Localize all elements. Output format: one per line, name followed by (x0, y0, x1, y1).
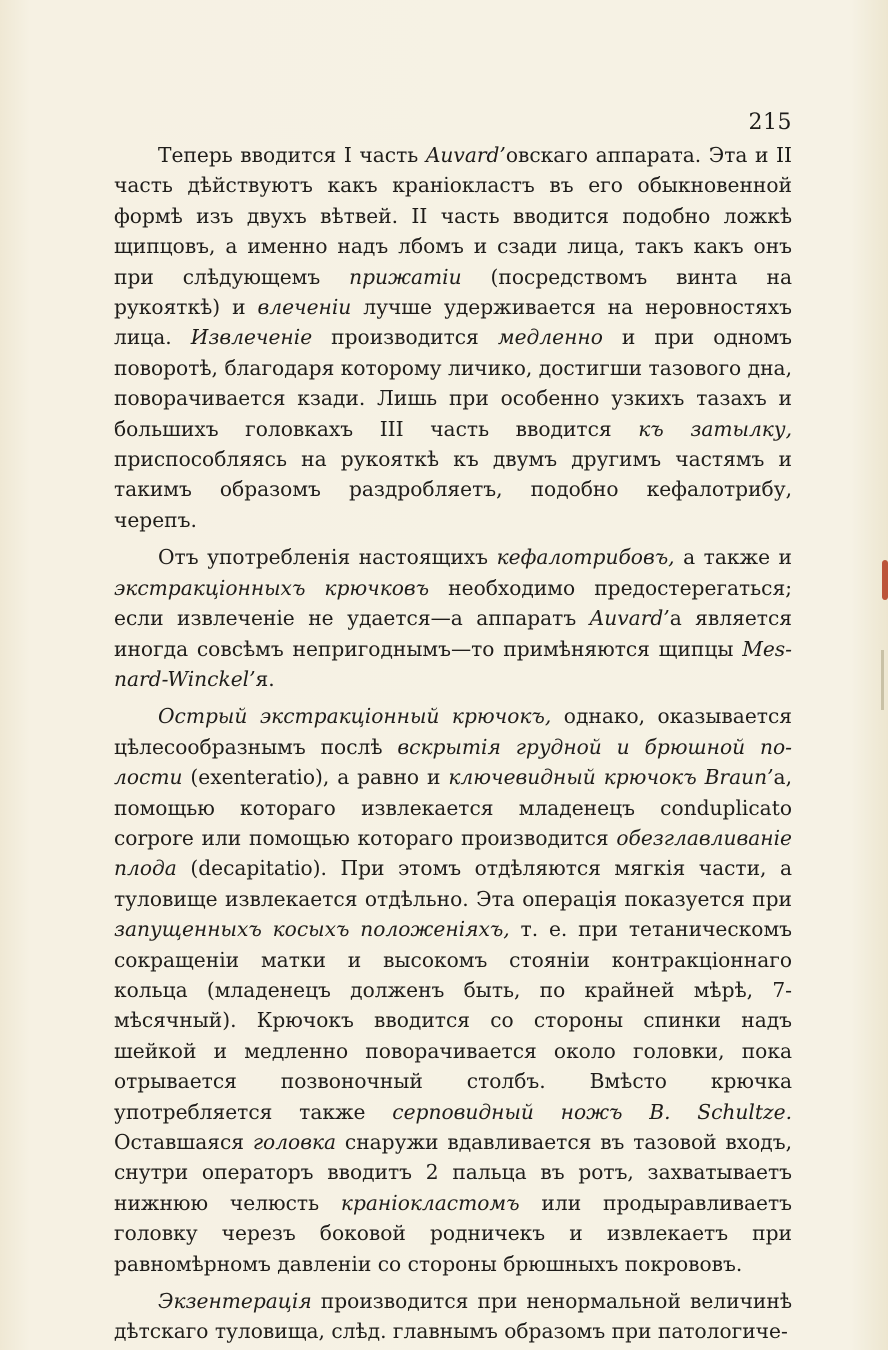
italic-run: медленно (497, 325, 603, 350)
page-number: 215 (748, 110, 792, 135)
paragraph-4 (114, 1286, 792, 1347)
text-run: однако, оказывается цѣлесообразнымъ послѣ (114, 704, 792, 759)
margin-pencil-mark (881, 650, 884, 710)
text-run: необходимо предостерегаться; если извлеченіе не удается—а аппаратъ (114, 575, 793, 631)
text-run: т. е. при тетаническомъ сокращеніи матки и высокомъ стояніи контракціоннаго кольца (младенецъ долженъ быть, по крайней мѣрѣ, 7-мѣсячный). Крючокъ вводится со стороны спинки надъ шейкой и медленно поворачивается около головки, пока отрывается позвоночный столбъ. Вмѣсто крючка употребляется также (114, 917, 792, 1124)
text-run: производится (312, 325, 498, 350)
text-run: и при одномъ поворотѣ, благодаря которому личико, достигши тазового дна, поворачивается кзади. Лишь при особенно узкихъ тазахъ и большихъ головкахъ III часть вводится (114, 325, 792, 441)
body-text (114, 140, 792, 1347)
paragraph-3 (114, 701, 792, 1279)
italic-run: прижатіи (349, 264, 462, 289)
italic-run: серповидный ножъ B. Schultze. (392, 1099, 792, 1124)
italic-run: экстракціонныхъ крючковъ (114, 575, 430, 600)
text-run: приспособляясь на рукояткѣ къ двумъ другимъ частямъ и такимъ образомъ раздробляетъ, подобно кефалотрибу, черепъ. (114, 447, 792, 532)
text-run: Теперь вводится I часть (158, 143, 426, 167)
italic-run: запущенныхъ косыхъ положеніяхъ, (114, 917, 510, 942)
text-run: (посредствомъ винта на рукояткѣ) и (114, 264, 792, 320)
italic-run: головка (252, 1130, 337, 1154)
paragraph-2 (114, 542, 792, 694)
italic-run: влеченіи (257, 295, 352, 320)
text-run: снаружи вдавливается въ тазовой входъ, снутри операторъ вводитъ 2 пальца въ ротъ, захватываетъ нижнюю челюсть (114, 1130, 792, 1215)
italic-run: къ затылку, (638, 416, 792, 441)
italic-run: вскрытія грудной и брюшной полости (114, 734, 792, 790)
margin-ink-mark (882, 560, 888, 600)
italic-run: Острый экстракціонный крючокъ, (158, 704, 552, 729)
italic-run: Извлеченіе (190, 325, 313, 350)
italic-run: обезглавливаніе плода (114, 825, 792, 881)
text-run: производится при ненормальной величинѣ дѣтскаго туловища, слѣд. главнымъ образомъ при патологиче- (114, 1289, 792, 1344)
text-run: лучше удерживается на неровностяхъ лица. (114, 295, 793, 350)
italic-run: ключевидный крючокъ Braun’ (448, 765, 774, 790)
paragraph-1 (114, 140, 792, 535)
italic-run: Mesnard-Winckel’ (114, 636, 792, 691)
text-run: овскаго аппарата. Эта и II часть дѣйствуютъ какъ краніокластъ въ его обыкновенной формѣ изъ двухъ вѣтвей. II часть вводится подобно ложкѣ щипцовъ, а именно надъ лбомъ и сзади лица, такъ какъ онъ при слѣдующемъ (114, 143, 792, 289)
italic-run: Auvard’ (425, 143, 506, 167)
text-run: (decapitatio). При этомъ отдѣляются мягкія части, а туловище извлекается отдѣльно. Эта операція показуется при (114, 856, 792, 911)
text-run: Отъ употребленія настоящихъ (158, 545, 497, 570)
italic-run: кефалотрибовъ, (496, 545, 675, 570)
text-run: а является иногда совсѣмъ непригоднымъ—то примѣняются щипцы (114, 606, 792, 661)
italic-run: Auvard’ (589, 606, 670, 631)
text-run: (exenteratio), а равно и (182, 765, 449, 790)
text-run: я. (255, 666, 275, 691)
text-run: а, помощью котораго извлекается младенецъ conduplicato corpore или помощью котораго производится (114, 765, 792, 850)
italic-run: краніокластомъ (340, 1190, 520, 1215)
text-run: а также и (674, 545, 792, 570)
text-run: Оставшаяся (114, 1130, 253, 1154)
text-run: или продыравливаетъ головку черезъ боковой родничекъ и извлекаетъ при равномѣрномъ давленіи со стороны брюшныхъ покрововъ. (114, 1190, 792, 1276)
italic-run: Экзентерація (158, 1289, 312, 1314)
